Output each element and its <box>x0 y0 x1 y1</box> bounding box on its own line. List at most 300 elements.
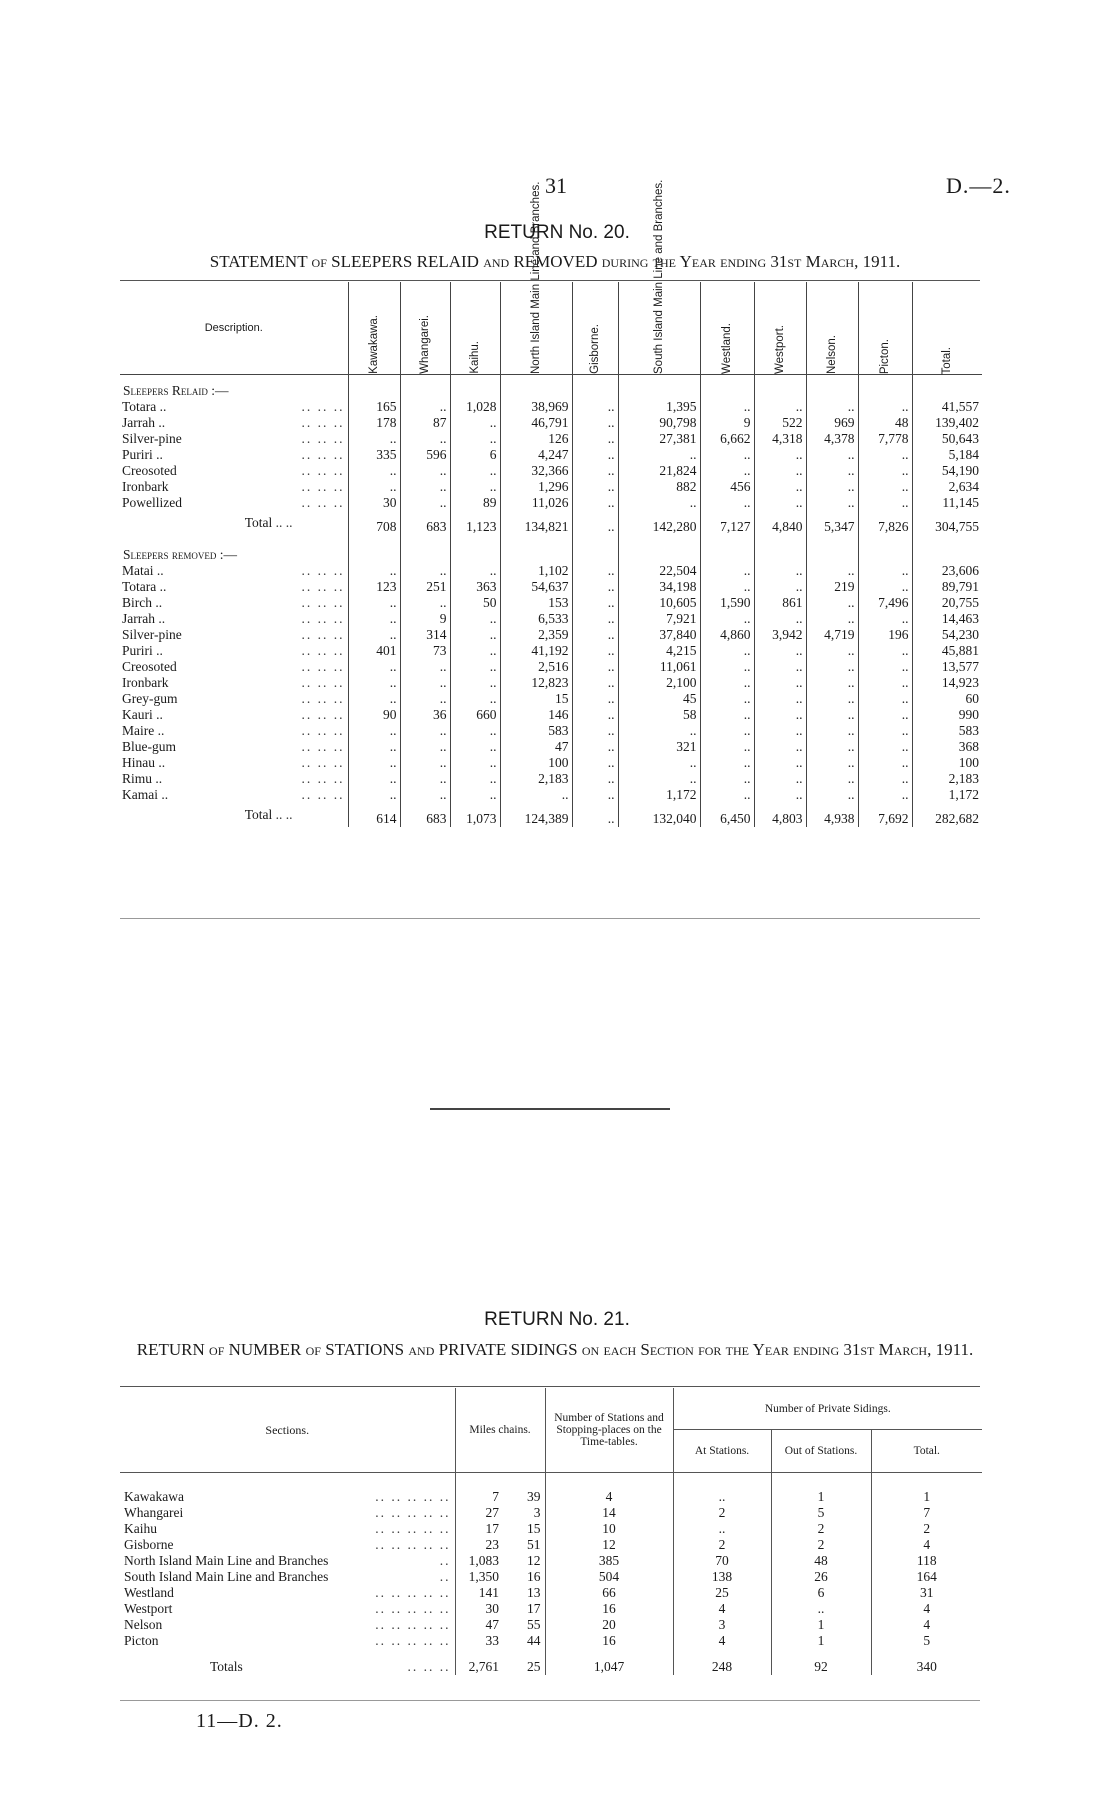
section-label: Gisborne <box>124 1537 174 1552</box>
cell-nelson: .. <box>806 659 858 675</box>
row-label: Ironbark <box>122 675 169 690</box>
cell-total: 54,230 <box>912 627 982 643</box>
cell-south-island: 321 <box>618 739 700 755</box>
table-row <box>120 675 982 691</box>
section-name <box>120 1617 455 1633</box>
leader-dots: .. .. .. <box>301 787 345 802</box>
top-rule <box>120 280 980 281</box>
cell-gisborne: .. <box>572 803 618 827</box>
leader-dots: .. .. .. <box>301 431 345 446</box>
cell-kaihu: .. <box>450 611 500 627</box>
cell-nelson: .. <box>806 739 858 755</box>
cell-north-island: 146 <box>500 707 572 723</box>
leader-dots: .. .. .. .. .. <box>375 1505 451 1520</box>
cell-westport: .. <box>754 463 806 479</box>
table-row <box>120 755 982 771</box>
cell-gisborne: .. <box>572 739 618 755</box>
cell-westport: .. <box>754 479 806 495</box>
table-row <box>120 495 982 511</box>
cell-south-island: 2,100 <box>618 675 700 691</box>
cell-chains: 39 <box>527 1489 541 1504</box>
cell-whangarei: .. <box>400 659 450 675</box>
cell-total: 2,634 <box>912 479 982 495</box>
cell-total: 13,577 <box>912 659 982 675</box>
return-20-heading: RETURN No. 20. <box>484 222 630 243</box>
total-label-text: Total <box>244 807 273 822</box>
row-description <box>120 691 348 707</box>
cell-picton: 7,826 <box>858 511 912 535</box>
cell-picton: .. <box>858 463 912 479</box>
cell-westland: .. <box>700 739 754 755</box>
cell-nelson: .. <box>806 495 858 511</box>
cell-south-island: .. <box>618 723 700 739</box>
removed-section-title: Sleepers removed :— <box>123 547 238 562</box>
cell-miles: 1,083 <box>455 1553 503 1569</box>
leader-dots: .. .. .. <box>301 479 345 494</box>
cell-north-island: 2,359 <box>500 627 572 643</box>
cell-westland: .. <box>700 771 754 787</box>
cell-kawakawa: .. <box>348 479 400 495</box>
cell-whangarei: 683 <box>400 803 450 827</box>
row-description <box>120 595 348 611</box>
cell-miles: 141 <box>455 1585 503 1601</box>
section-name <box>120 1585 455 1601</box>
cell-at: .. <box>673 1521 771 1537</box>
table-row <box>120 479 982 495</box>
cell-nelson: 5,347 <box>806 511 858 535</box>
cell-chains: 25 <box>527 1659 541 1674</box>
cell-gisborne: .. <box>572 415 618 431</box>
cell-kaihu: .. <box>450 691 500 707</box>
cell-gisborne: .. <box>572 563 618 579</box>
cell-westport: .. <box>754 691 806 707</box>
table-row <box>120 627 982 643</box>
cell-whangarei: .. <box>400 675 450 691</box>
table-row <box>120 579 982 595</box>
cell-stations: 4 <box>545 1489 673 1505</box>
cell-stations: 10 <box>545 1521 673 1537</box>
cell-gisborne: .. <box>572 511 618 535</box>
table-row <box>120 787 982 803</box>
cell-westland: .. <box>700 611 754 627</box>
cell-nelson: .. <box>806 771 858 787</box>
cell-kaihu: .. <box>450 771 500 787</box>
cell-gisborne: .. <box>572 691 618 707</box>
cell-north-island: 2,516 <box>500 659 572 675</box>
cell-picton: .. <box>858 399 912 415</box>
row-label: Silver-pine <box>122 431 182 446</box>
cell-total: 54,190 <box>912 463 982 479</box>
cell-westport: .. <box>754 611 806 627</box>
cell-total: 14,463 <box>912 611 982 627</box>
section-row <box>120 1633 982 1649</box>
cell-chains: 13 <box>527 1585 541 1600</box>
leader-dots: .. .. .. <box>301 691 345 706</box>
cell-kawakawa: 90 <box>348 707 400 723</box>
cell-westland: .. <box>700 675 754 691</box>
cell-whangarei: .. <box>400 755 450 771</box>
section-row <box>120 1537 982 1553</box>
row-label: Hinau .. <box>122 755 166 770</box>
cell-total: 31 <box>871 1585 982 1601</box>
section-label: South Island Main Line and Branches <box>124 1569 329 1584</box>
cell-at: 3 <box>673 1617 771 1633</box>
cell-miles: 27 <box>455 1505 503 1521</box>
cell-miles: 2,761 <box>455 1649 503 1675</box>
cell-south-island: 21,824 <box>618 463 700 479</box>
cell-picton: 7,496 <box>858 595 912 611</box>
cell-south-island: 882 <box>618 479 700 495</box>
table-row <box>120 611 982 627</box>
cell-westland: 456 <box>700 479 754 495</box>
row-label: Kamai .. <box>122 787 169 802</box>
cell-total: 4 <box>871 1537 982 1553</box>
cell-nelson: .. <box>806 723 858 739</box>
row-description <box>120 431 348 447</box>
cell-westport: .. <box>754 579 806 595</box>
leader-dots: .. .. .. <box>301 447 345 462</box>
cell-kaihu: .. <box>450 643 500 659</box>
cell-nelson: .. <box>806 691 858 707</box>
cell-kaihu: 363 <box>450 579 500 595</box>
cell-kawakawa: .. <box>348 611 400 627</box>
table-row <box>120 399 982 415</box>
leader-dots: .. .. .. .. .. <box>375 1489 451 1504</box>
cell-north-island: 4,247 <box>500 447 572 463</box>
cell-miles: 30 <box>455 1601 503 1617</box>
cell-gisborne: .. <box>572 787 618 803</box>
cell-kawakawa: 178 <box>348 415 400 431</box>
row-label: Puriri .. <box>122 643 163 658</box>
cell-total: 118 <box>871 1553 982 1569</box>
row-description <box>120 723 348 739</box>
cell-south-island: 1,395 <box>618 399 700 415</box>
cell-stations: 14 <box>545 1505 673 1521</box>
cell-picton: .. <box>858 643 912 659</box>
row-description <box>120 399 348 415</box>
cell-westland: .. <box>700 659 754 675</box>
cell-whangarei: .. <box>400 691 450 707</box>
cell-picton: .. <box>858 447 912 463</box>
table-row <box>120 595 982 611</box>
col-westport-header: Westport. <box>774 325 786 374</box>
cell-gisborne: .. <box>572 723 618 739</box>
cell-north-island: 124,389 <box>500 803 572 827</box>
cell-out: 1 <box>771 1489 871 1505</box>
totals-row <box>120 1649 982 1675</box>
cell-kaihu: 1,123 <box>450 511 500 535</box>
cell-total: 50,643 <box>912 431 982 447</box>
cell-picton: .. <box>858 755 912 771</box>
cell-nelson: 969 <box>806 415 858 431</box>
cell-miles: 7 <box>455 1489 503 1505</box>
cell-picton: .. <box>858 771 912 787</box>
cell-out: 92 <box>771 1649 871 1675</box>
cell-total: 14,923 <box>912 675 982 691</box>
cell-whangarei: .. <box>400 479 450 495</box>
table-row <box>120 415 982 431</box>
col-out-of-stations-header: Out of Stations. <box>771 1430 871 1473</box>
cell-north-island: 1,296 <box>500 479 572 495</box>
leader-dots: .. <box>439 1553 451 1568</box>
col-south-island-header: South Island Main Line and Branches. <box>653 179 665 374</box>
row-description <box>120 707 348 723</box>
cell-westport: 4,318 <box>754 431 806 447</box>
cell-westport: .. <box>754 707 806 723</box>
cell-kaihu: .. <box>450 415 500 431</box>
leader-dots: .. .. .. <box>301 463 345 478</box>
row-description <box>120 787 348 803</box>
cell-kawakawa: .. <box>348 739 400 755</box>
leader-dots: .. .. .. <box>301 399 345 414</box>
row-label: Totara .. <box>122 399 167 414</box>
cell-kaihu: .. <box>450 787 500 803</box>
section-row <box>120 1585 982 1601</box>
cell-north-island: 153 <box>500 595 572 611</box>
cell-picton: .. <box>858 611 912 627</box>
table-row <box>120 707 982 723</box>
row-label: Grey-gum <box>122 691 178 706</box>
cell-stations: 66 <box>545 1585 673 1601</box>
cell-south-island: 11,061 <box>618 659 700 675</box>
cell-picton: .. <box>858 579 912 595</box>
total-label <box>120 803 348 827</box>
cell-westport: 522 <box>754 415 806 431</box>
cell-total: 340 <box>871 1649 982 1675</box>
section-label: North Island Main Line and Branches <box>124 1553 329 1568</box>
cell-whangarei: 73 <box>400 643 450 659</box>
cell-gisborne: .. <box>572 431 618 447</box>
cell-north-island: 32,366 <box>500 463 572 479</box>
cell-total: 368 <box>912 739 982 755</box>
cell-north-island: 11,026 <box>500 495 572 511</box>
section-row <box>120 1521 982 1537</box>
cell-miles: 47 <box>455 1617 503 1633</box>
section-label: Kawakawa <box>124 1489 184 1504</box>
row-label: Puriri .. <box>122 447 163 462</box>
cell-westland: .. <box>700 723 754 739</box>
cell-westland: 9 <box>700 415 754 431</box>
row-description <box>120 463 348 479</box>
row-description <box>120 675 348 691</box>
cell-total: 1,172 <box>912 787 982 803</box>
cell-total: 41,557 <box>912 399 982 415</box>
table-row <box>120 723 982 739</box>
table-row <box>120 431 982 447</box>
cell-picton: 7,692 <box>858 803 912 827</box>
cell-westland: .. <box>700 707 754 723</box>
cell-south-island: 4,215 <box>618 643 700 659</box>
cell-south-island: 132,040 <box>618 803 700 827</box>
cell-westland: .. <box>700 563 754 579</box>
col-nelson-header: Nelson. <box>826 335 838 374</box>
cell-westland: .. <box>700 579 754 595</box>
cell-nelson: .. <box>806 463 858 479</box>
cell-westland: .. <box>700 495 754 511</box>
cell-south-island: .. <box>618 495 700 511</box>
section-name <box>120 1537 455 1553</box>
col-stations-header: Number of Stations and Stopping-places on the Time-tables. <box>545 1388 673 1473</box>
cell-picton: .. <box>858 707 912 723</box>
cell-at: 2 <box>673 1537 771 1553</box>
cell-kaihu: .. <box>450 723 500 739</box>
section-label: Picton <box>124 1633 159 1648</box>
cell-kaihu: .. <box>450 431 500 447</box>
row-description <box>120 771 348 787</box>
leader-dots: .. .. .. <box>301 611 345 626</box>
cell-westland: 6,450 <box>700 803 754 827</box>
cell-picton: .. <box>858 675 912 691</box>
cell-nelson: .. <box>806 707 858 723</box>
row-label: Ironbark <box>122 479 169 494</box>
cell-nelson: .. <box>806 447 858 463</box>
cell-picton: .. <box>858 739 912 755</box>
cell-out: .. <box>771 1601 871 1617</box>
section-name <box>120 1553 455 1569</box>
leader-dots: .. .. .. <box>301 415 345 430</box>
table-row <box>120 659 982 675</box>
col-north-island-header: North Island Main Line and Branches. <box>530 181 542 374</box>
cell-north-island: 38,969 <box>500 399 572 415</box>
cell-kaihu: .. <box>450 563 500 579</box>
row-description <box>120 415 348 431</box>
cell-westport: .. <box>754 643 806 659</box>
section-label: Kaihu <box>124 1521 157 1536</box>
section-name <box>120 1521 455 1537</box>
cell-chains: 55 <box>527 1617 541 1632</box>
col-whangarei-header: Whangarei. <box>419 315 431 374</box>
cell-total: 7 <box>871 1505 982 1521</box>
cell-kawakawa: .. <box>348 659 400 675</box>
cell-picton: .. <box>858 787 912 803</box>
row-description <box>120 659 348 675</box>
cell-whangarei: 251 <box>400 579 450 595</box>
leader-dots: .. .. <box>272 807 293 822</box>
row-label: Rimu .. <box>122 771 163 786</box>
cell-north-island: 100 <box>500 755 572 771</box>
cell-westport: 4,840 <box>754 511 806 535</box>
cell-westport: .. <box>754 771 806 787</box>
cell-at: 4 <box>673 1633 771 1649</box>
section-row <box>120 1505 982 1521</box>
cell-at: .. <box>673 1489 771 1505</box>
cell-westland: .. <box>700 399 754 415</box>
cell-whangarei: .. <box>400 463 450 479</box>
total-label-text: Total <box>244 515 273 530</box>
cell-kawakawa: 165 <box>348 399 400 415</box>
cell-out: 26 <box>771 1569 871 1585</box>
document-reference: D.—2. <box>946 173 1011 198</box>
cell-kawakawa: .. <box>348 463 400 479</box>
leader-dots: .. .. .. .. .. <box>375 1521 451 1536</box>
cell-at: 248 <box>673 1649 771 1675</box>
cell-total: 4 <box>871 1601 982 1617</box>
cell-total: 2 <box>871 1521 982 1537</box>
cell-westport: .. <box>754 495 806 511</box>
row-label: Blue-gum <box>122 739 176 754</box>
cell-gisborne: .. <box>572 479 618 495</box>
cell-gisborne: .. <box>572 771 618 787</box>
leader-dots: .. .. .. <box>301 723 345 738</box>
section-row <box>120 1569 982 1585</box>
cell-north-island: 41,192 <box>500 643 572 659</box>
cell-whangarei: .. <box>400 431 450 447</box>
cell-gisborne: .. <box>572 755 618 771</box>
cell-westport: .. <box>754 723 806 739</box>
leader-dots: .. .. .. .. .. <box>375 1617 451 1632</box>
cell-nelson: .. <box>806 755 858 771</box>
cell-stations: 1,047 <box>545 1649 673 1675</box>
cell-at: 70 <box>673 1553 771 1569</box>
col-sections-header: Sections. <box>265 1423 310 1437</box>
cell-south-island: 45 <box>618 691 700 707</box>
cell-kawakawa: .. <box>348 431 400 447</box>
cell-out: 2 <box>771 1537 871 1553</box>
cell-whangarei: .. <box>400 787 450 803</box>
cell-westport: .. <box>754 675 806 691</box>
cell-picton: 196 <box>858 627 912 643</box>
leader-dots: .. .. .. <box>301 771 345 786</box>
col-kawakawa-header: Kawakawa. <box>368 315 380 374</box>
cell-south-island: 37,840 <box>618 627 700 643</box>
section-label: Westport <box>124 1601 173 1616</box>
row-description <box>120 611 348 627</box>
stations-table <box>120 1388 982 1675</box>
section-label: Westland <box>124 1585 174 1600</box>
section-name <box>120 1601 455 1617</box>
cell-north-island: 2,183 <box>500 771 572 787</box>
cell-north-island: 126 <box>500 431 572 447</box>
cell-nelson: .. <box>806 675 858 691</box>
cell-chains: 15 <box>527 1521 541 1536</box>
cell-westland: 7,127 <box>700 511 754 535</box>
cell-kawakawa: .. <box>348 771 400 787</box>
cell-westport: .. <box>754 787 806 803</box>
cell-westland: .. <box>700 447 754 463</box>
cell-kaihu: 50 <box>450 595 500 611</box>
cell-total: 89,791 <box>912 579 982 595</box>
cell-out: 48 <box>771 1553 871 1569</box>
section-name <box>120 1633 455 1649</box>
cell-north-island: 47 <box>500 739 572 755</box>
leader-dots: .. .. .. <box>301 739 345 754</box>
cell-whangarei: 314 <box>400 627 450 643</box>
table-row <box>120 771 982 787</box>
cell-total: 100 <box>912 755 982 771</box>
cell-chains: 12 <box>527 1553 541 1568</box>
leader-dots: .. .. .. <box>301 659 345 674</box>
table-row <box>120 463 982 479</box>
cell-south-island: .. <box>618 755 700 771</box>
section-row <box>120 1601 982 1617</box>
cell-kawakawa: .. <box>348 787 400 803</box>
top-rule-21 <box>120 1386 980 1387</box>
cell-south-island: 22,504 <box>618 563 700 579</box>
cell-nelson: .. <box>806 611 858 627</box>
table-row <box>120 643 982 659</box>
cell-westport: 3,942 <box>754 627 806 643</box>
cell-westport: 4,803 <box>754 803 806 827</box>
col-kaihu-header: Kaihu. <box>469 341 481 374</box>
leader-dots: .. .. .. .. .. <box>375 1537 451 1552</box>
cell-gisborne: .. <box>572 399 618 415</box>
cell-westport: .. <box>754 399 806 415</box>
cell-stations: 16 <box>545 1601 673 1617</box>
col-total-header: Total. <box>941 346 954 374</box>
cell-north-island: 1,102 <box>500 563 572 579</box>
cell-whangarei: .. <box>400 739 450 755</box>
total-row <box>120 511 982 535</box>
